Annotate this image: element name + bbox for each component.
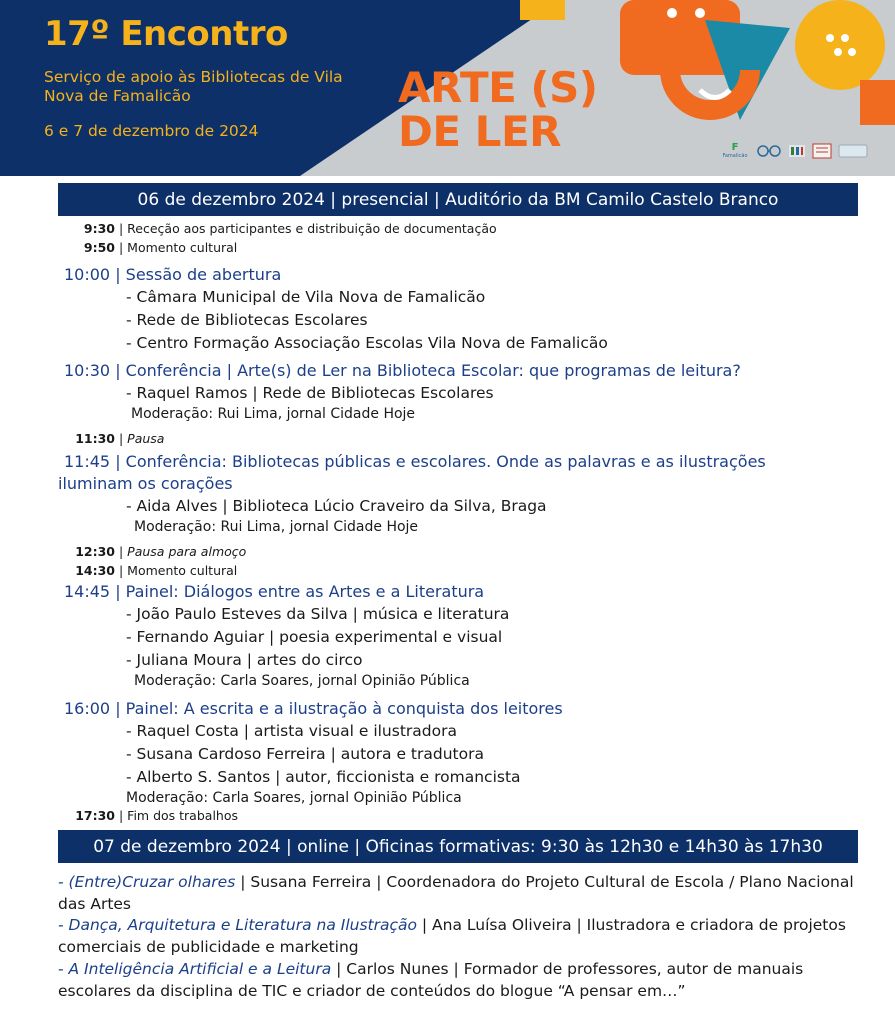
workshop-title: - Dança, Arquitetura e Literatura na Ilustração <box>58 916 417 934</box>
list-item: - Rede de Bibliotecas Escolares <box>126 311 368 329</box>
list-item: - Câmara Municipal de Vila Nova de Famalicão <box>126 288 486 306</box>
workshop-item <box>58 914 868 958</box>
theme-line-1: ARTE (S) <box>398 63 598 112</box>
list-item: - Susana Cardoso Ferreira | autora e tradutora <box>126 745 484 763</box>
famalicao-logo: F Famalicão <box>722 142 748 159</box>
schedule-row-1730: 17:30 | Fim dos trabalhos <box>75 808 238 823</box>
event-title: 17º Encontro <box>44 14 288 54</box>
list-item: - Juliana Moura | artes do circo <box>126 651 363 669</box>
dot-shape <box>834 48 842 56</box>
workshop-item <box>58 871 868 915</box>
schedule-row-1430: 14:30 | Momento cultural <box>75 563 238 578</box>
library-logo-icon <box>788 143 806 159</box>
session-title-1445: 14:45 | Painel: Diálogos entre as Artes e a Literatura <box>64 582 485 601</box>
session-title-1600: 16:00 | Painel: A escrita e a ilustração à conquista dos leitores <box>64 699 563 718</box>
session-title-1145-cont: iluminam os corações <box>58 474 233 493</box>
dot-shape <box>826 34 834 42</box>
famalicao-mark-icon: F <box>731 142 739 153</box>
schedule-row-0930: 9:30 | Receção aos participantes e distribuição de documentação <box>83 221 497 236</box>
schedule-row-1230: 12:30 | Pausa para almoço <box>75 544 247 559</box>
workshop-item <box>58 958 868 1002</box>
moderation: Moderação: Rui Lima, jornal Cidade Hoje <box>131 406 416 422</box>
list-item: - João Paulo Esteves da Silva | música e literatura <box>126 605 510 623</box>
workshop-details: | Carlos Nunes | Formador de professores, autor de manuais escolares da disciplina de TIC e criador de conteúdos do blogue “A pensar em…” <box>58 960 804 1000</box>
day1-header-bar: 06 de dezembro 2024 | presencial | Auditório da BM Camilo Castelo Branco <box>58 183 858 216</box>
speaker: - Aida Alves | Biblioteca Lúcio Craveiro da Silva, Braga <box>126 497 547 515</box>
dot-shape <box>841 34 849 42</box>
glasses-logo-icon <box>756 143 782 159</box>
network-logo-icon <box>812 143 832 159</box>
list-item: - Raquel Costa | artista visual e ilustradora <box>126 722 457 740</box>
moderation: Moderação: Carla Soares, jornal Opinião Pública <box>134 673 470 689</box>
session-title-1145: 11:45 | Conferência: Bibliotecas públicas e escolares. Onde as palavras e as ilustrações <box>64 452 766 471</box>
list-item: - Alberto S. Santos | autor, ficcionista e romancista <box>126 768 521 786</box>
orange-edge-shape <box>860 80 895 125</box>
list-item: - Fernando Aguiar | poesia experimental e visual <box>126 628 503 646</box>
schedule-row-1130: 11:30 | Pausa <box>75 431 165 446</box>
event-theme <box>398 63 598 156</box>
workshop-title: - (Entre)Cruzar olhares <box>58 873 236 891</box>
workshop-title: - A Inteligência Artificial e a Leitura <box>58 960 332 978</box>
schedule-row-0950: 9:50 | Momento cultural <box>83 240 238 255</box>
dot-shape <box>667 8 677 18</box>
list-item: - Centro Formação Associação Escolas Vila Nova de Famalicão <box>126 334 608 352</box>
association-logo-icon <box>838 143 868 159</box>
theme-line-2: DE LER <box>398 107 561 156</box>
dot-shape <box>695 8 705 18</box>
workshop-details: | Ana Luísa Oliveira | Ilustradora e criadora de projetos comerciais de publicidade e marketing <box>58 916 846 956</box>
day2-header-bar: 07 de dezembro 2024 | online | Oficinas formativas: 9:30 às 12h30 e 14h30 às 17h30 <box>58 830 858 863</box>
header-banner <box>0 0 895 176</box>
workshop-details: | Susana Ferreira | Coordenadora do Projeto Cultural de Escola / Plano Nacional das Artes <box>58 873 854 913</box>
yellow-shape <box>520 0 565 20</box>
dot-shape <box>848 48 856 56</box>
event-dates: 6 e 7 de dezembro de 2024 <box>44 122 259 140</box>
speaker: - Raquel Ramos | Rede de Bibliotecas Escolares <box>126 384 494 402</box>
event-subtitle: Serviço de apoio às Bibliotecas de Vila Nova de Famalicão <box>44 68 343 105</box>
moderation: Moderação: Carla Soares, jornal Opinião Pública <box>126 790 462 806</box>
yellow-circle-shape <box>795 0 885 90</box>
moderation: Moderação: Rui Lima, jornal Cidade Hoje <box>134 519 419 535</box>
session-title-1030: 10:30 | Conferência | Arte(s) de Ler na Biblioteca Escolar: que programas de leitura? <box>64 361 741 380</box>
partner-logos <box>720 142 868 160</box>
session-title-1000: 10:00 | Sessão de abertura <box>64 265 282 284</box>
